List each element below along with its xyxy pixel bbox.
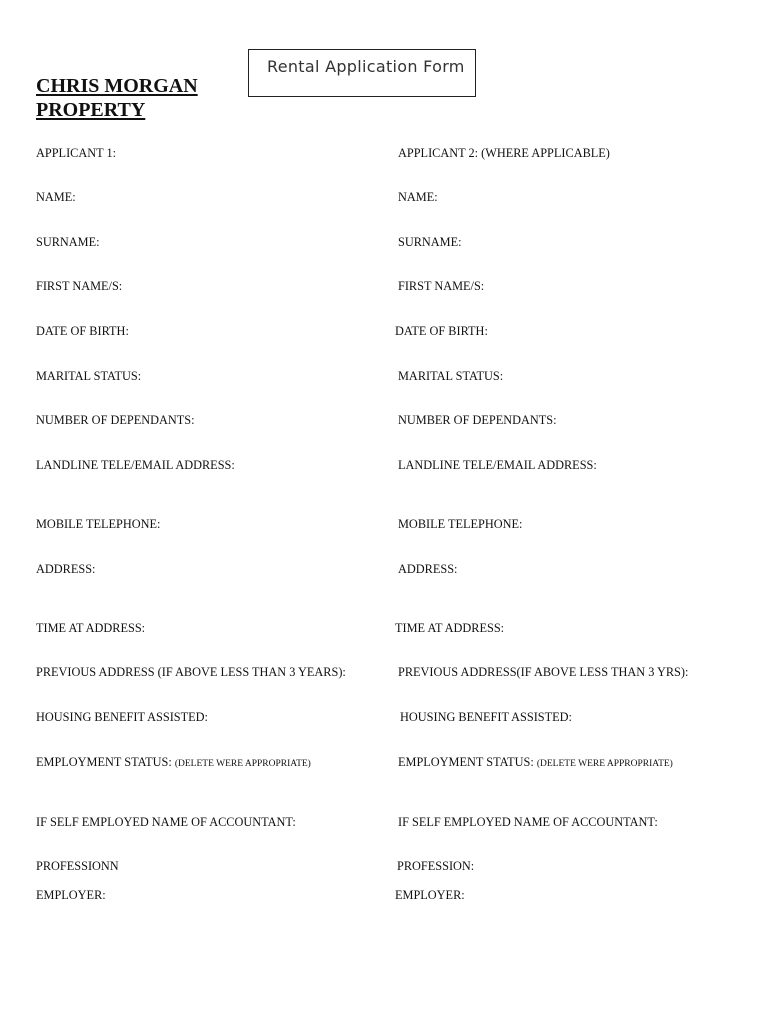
applicant2-profession-label: PROFESSION: <box>397 859 475 873</box>
form-title: Rental Application Form <box>267 57 465 76</box>
form-title-box <box>248 49 476 97</box>
applicant1-accountant-label: IF SELF EMPLOYED NAME OF ACCOUNTANT: <box>36 815 296 829</box>
applicant1-landline-label: LANDLINE TELE/EMAIL ADDRESS: <box>36 458 235 472</box>
applicant2-employment-note: (DELETE WERE APPROPRIATE) <box>536 759 673 769</box>
applicant2-marital-label: MARITAL STATUS: <box>398 369 504 383</box>
applicant1-employment-status-label <box>36 755 311 772</box>
company-name-line1: CHRIS MORGAN <box>36 75 198 97</box>
applicant1-first-names-label: FIRST NAME/S: <box>36 279 123 293</box>
applicant2-dob-label: DATE OF BIRTH: <box>395 324 488 338</box>
applicant1-heading: APPLICANT 1: <box>36 146 117 160</box>
applicant1-time-at-address-label: TIME AT ADDRESS: <box>36 621 146 635</box>
applicant1-housing-benefit-label: HOUSING BENEFIT ASSISTED: <box>36 710 208 724</box>
applicant1-employment-status-text: EMPLOYMENT STATUS: <box>36 755 172 769</box>
applicant2-employment-status-text: EMPLOYMENT STATUS: <box>398 755 534 769</box>
applicant2-landline-label: LANDLINE TELE/EMAIL ADDRESS: <box>398 458 597 472</box>
applicant2-employer-label: EMPLOYER: <box>395 888 465 902</box>
applicant1-dependants-label: NUMBER OF DEPENDANTS: <box>36 413 195 427</box>
applicant2-housing-benefit-label: HOUSING BENEFIT ASSISTED: <box>400 710 572 724</box>
applicant2-mobile-label: MOBILE TELEPHONE: <box>398 517 523 531</box>
applicant2-address-label: ADDRESS: <box>398 562 458 576</box>
applicant1-address-label: ADDRESS: <box>36 562 96 576</box>
applicant2-dependants-label: NUMBER OF DEPENDANTS: <box>398 413 557 427</box>
applicant1-name-label: NAME: <box>36 190 76 204</box>
applicant2-name-label: NAME: <box>398 190 438 204</box>
applicant1-dob-label: DATE OF BIRTH: <box>36 324 129 338</box>
applicant2-time-at-address-label: TIME AT ADDRESS: <box>395 621 505 635</box>
applicant1-profession-label: PROFESSIONN <box>36 859 119 873</box>
applicant2-first-names-label: FIRST NAME/S: <box>398 279 485 293</box>
applicant1-employment-note: (DELETE WERE APPROPRIATE) <box>174 759 311 769</box>
applicant1-employer-label: EMPLOYER: <box>36 888 106 902</box>
company-name <box>36 74 198 122</box>
applicant2-accountant-label: IF SELF EMPLOYED NAME OF ACCOUNTANT: <box>398 815 658 829</box>
applicant2-employment-status-label <box>398 755 673 772</box>
applicant2-surname-label: SURNAME: <box>398 235 462 249</box>
applicant1-mobile-label: MOBILE TELEPHONE: <box>36 517 161 531</box>
applicant1-previous-address-label: PREVIOUS ADDRESS (IF ABOVE LESS THAN 3 YEARS): <box>36 665 346 679</box>
applicant2-previous-address-label: PREVIOUS ADDRESS(IF ABOVE LESS THAN 3 YRS): <box>398 665 689 679</box>
applicant1-marital-label: MARITAL STATUS: <box>36 369 142 383</box>
applicant2-heading: APPLICANT 2: (WHERE APPLICABLE) <box>398 146 610 160</box>
company-name-line2: PROPERTY <box>36 99 146 121</box>
applicant1-surname-label: SURNAME: <box>36 235 100 249</box>
